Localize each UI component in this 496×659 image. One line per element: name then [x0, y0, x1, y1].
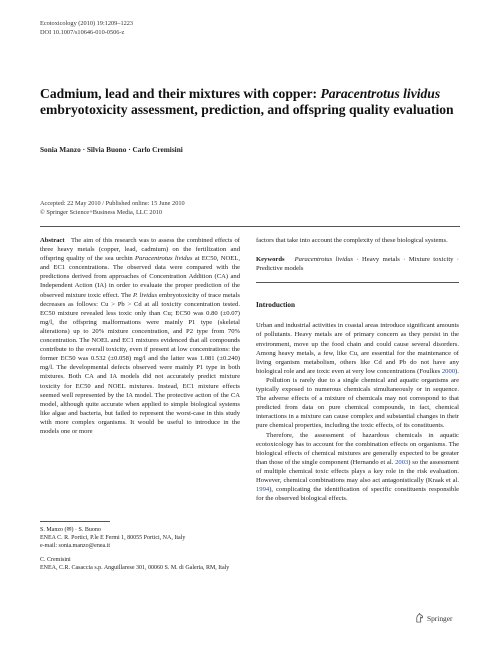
abstract-label: Abstract [40, 237, 65, 244]
abstract [40, 236, 240, 436]
publisher-logo [415, 613, 452, 623]
author-affiliations [40, 526, 240, 572]
intro-p3-middle: ) so the assessment of multiple chemical toxic effects plays a key role in the risk evaluation. However, chemical combinations may also act antagonistically (Kraak et al. [256, 458, 459, 484]
corresponding-email[interactable]: e-mail: sonia.manzo@enea.it [40, 543, 110, 550]
affiliation-address-1: ENEA C. R. Portici, P.le E Fermi 1, 80055 Portici, NA, Italy [40, 535, 186, 542]
journal-header [40, 19, 133, 37]
abstract-continuation: factors that take into account the complexity of these biological systems. [256, 237, 448, 244]
article-title [40, 86, 460, 118]
title-lead: Cadmium, lead and their mixtures with copper: [40, 86, 321, 101]
authors: Sonia Manzo · Silvia Buono · Carlo Cremisini [40, 145, 183, 154]
title-species: Paracentrotus lividus [320, 86, 441, 101]
title-tail: embryotoxicity assessment, prediction, and offspring quality evaluation [40, 102, 454, 118]
abstract-part-2: at EC50, NOEL, and EC1 concentrations. The observed data were compared with the predictions derived from approaches of Concentration Addition (CA) and Independent Action (IA) in order to evaluate the proper prediction of the observed mixture toxic effect. The [40, 255, 240, 299]
intro-p3-end: ), complicating the identification of specific constituents responsible for the observed biological effects. [256, 486, 459, 503]
springer-horse-icon [415, 613, 424, 623]
intro-paragraph-3 [256, 431, 459, 504]
intro-paragraph-1 [256, 321, 459, 376]
affiliation-address-2: ENEA, C.R. Casaccia s.p. Anguillarese 301, 00060 S. M. di Galeria, RM, Italy [40, 565, 230, 572]
right-column [256, 236, 459, 503]
keywords-rest: · Heavy metals · Mixture toxicity · Predictive models [256, 256, 460, 273]
abstract-top-rule [40, 226, 460, 227]
abstract-species-2: P. lividus [132, 291, 158, 299]
accepted-line: Accepted: 22 May 2010 / Published online: 15 June 2010 [40, 200, 185, 207]
keywords-species: Paracentrotus lividus [294, 256, 354, 264]
citation-link[interactable]: 2003 [395, 458, 409, 466]
copyright-line: © Springer Science+Business Media, LLC 2010 [40, 208, 163, 216]
section-heading-introduction: Introduction [256, 301, 296, 310]
keywords [256, 255, 459, 273]
footnote-rule [40, 521, 110, 522]
publication-dates [40, 200, 185, 217]
intro-paragraph-2: Pollution is rarely due to a single chemical and aquatic organisms are typically exposed to numerous chemicals simultaneously or in sequence. The adverse effects of a mixture of chemicals may not correspond to that predicted from data on pure chemical compounds, in fact, chemical interactions in a mixture can cause complex and substantial changes in their pure chemical properties, including the toxic effects, of its constituents. [256, 376, 459, 430]
journal-citation: Ecotoxicology (2010) 19:1209–1223 [40, 20, 134, 27]
publisher-name: Springer [427, 613, 453, 623]
citation-link[interactable]: 1994 [256, 486, 270, 494]
keywords-rule [256, 282, 459, 283]
left-column [40, 236, 240, 436]
abstract-species-1: Paracentrotus lividus [135, 255, 193, 263]
intro-p1-end: ). [455, 367, 459, 375]
affiliation-authors-2: C. Cremisini [40, 557, 71, 564]
doi: DOI 10.1007/s10646-010-0506-z [40, 29, 125, 36]
abstract-part-3: embryotoxicity of trace metals decreases as follows: Cu > Pb > Cd at all toxicity concentration tested. EC50 mixture revealed less toxic only than Cu; EC50 was 0.80 (±0.07) mg/l, the offspring malformations were mainly P1 type (skeletal alterations) up to 20% mixture concentration, and P2 type from 70% concentration. The NOEL and EC1 mixtures evidenced that all compounds contribute to the overall toxicity, even if present at low concentrations: the former EC50 was 0.532 (±0.058) mg/l and the latter was 1.081 (±0.240) mg/l. The developmental defects observed were mainly P1 type in both mixtures. Both CA and IA models did not accurately predict mixture toxicity for EC50 and NOEL mixtures. Instead, EC1 mixture effects seemed well represented by the IA model. The protective action of the CA model, although quite accurate when applied to simple biological systems like algae and bacteria, but failed to represent the worst-case in this study with more complex organisms. It would be useful to introduce in the models one or more [40, 291, 240, 435]
keywords-label: Keywords [256, 256, 285, 264]
intro-p1-text: Urban and industrial activities in coastal areas introduce significant amounts of pollutants. Heavy metals are of primary concern as they persist in the environment, move up the food chain and could cause several disorders. Among heavy metals, a few, like Cu, are essential for the maintenance of living organism metabolism, others like Cd and Pb do not have any biological role and are toxic even at very low concentrations (Foulkes [256, 322, 459, 375]
abstract-part-1: The aim of this research was to assess the combined effects of three heavy metals (copper, lead, cadmium) on the fertilization and offspring quality of the sea urchin [40, 237, 240, 263]
affiliation-authors-1: S. Manzo (✉) · S. Buono [40, 527, 101, 533]
intro-p3-text: Therefore, the assessment of hazardous chemicals in aquatic ecotoxicology has to account for the combination effects on organisms. The biological effects of chemical mixtures are generally expected to be greater than those of the single component (Hernando et al. [256, 431, 459, 466]
citation-link[interactable]: 2000 [441, 367, 456, 375]
